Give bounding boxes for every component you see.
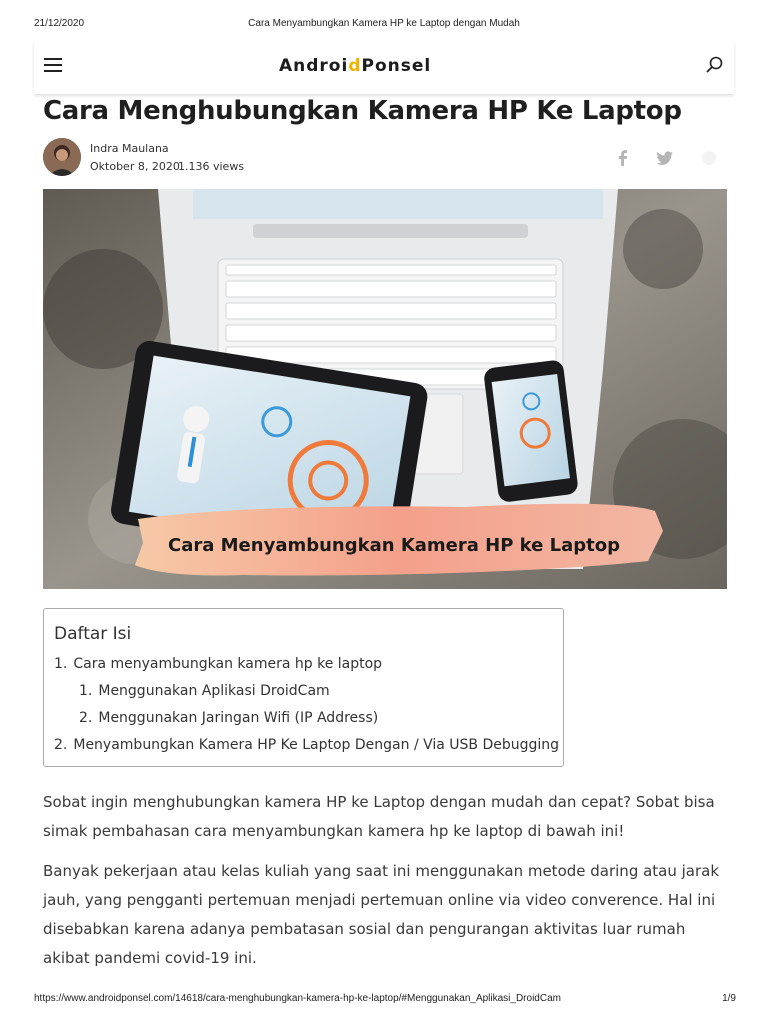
site-logo[interactable] bbox=[279, 56, 431, 76]
post-date: Oktober 8, 2020 bbox=[90, 160, 180, 173]
toc-number: 2. bbox=[79, 710, 93, 726]
toc-label: Menyambungkan Kamera HP Ke Laptop Dengan / Via USB Debugging bbox=[73, 737, 560, 753]
author-block bbox=[43, 138, 733, 180]
twitter-icon[interactable] bbox=[655, 148, 675, 168]
toc-label: Menggunakan Jaringan Wifi (IP Address) bbox=[98, 710, 379, 726]
logo-text-rest: Ponsel bbox=[361, 56, 432, 76]
hero-caption: Cara Menyambungkan Kamera HP ke Laptop bbox=[168, 535, 621, 556]
toc-item-1-2[interactable] bbox=[79, 710, 378, 726]
table-of-contents bbox=[43, 608, 564, 767]
toc-title: Daftar Isi bbox=[54, 624, 132, 644]
print-date: 21/12/2020 bbox=[34, 18, 85, 29]
author-name[interactable]: Indra Maulana bbox=[90, 142, 169, 155]
avatar[interactable] bbox=[43, 138, 81, 176]
toc-number: 1. bbox=[79, 683, 93, 699]
toc-number: 1. bbox=[54, 656, 68, 672]
print-header bbox=[0, 18, 768, 32]
toc-item-2[interactable] bbox=[54, 737, 559, 753]
facebook-icon[interactable] bbox=[613, 148, 633, 168]
search-icon[interactable] bbox=[706, 56, 724, 74]
toc-item-1[interactable] bbox=[54, 656, 382, 672]
article-paragraph-2: Banyak pekerjaan atau kelas kuliah yang saat ini menggunakan metode daring atau jarak jauh, yang pengganti pertemuan menjadi pertemuan online via video converence. Hal ini disebabkan karena adanya pembatasan sosial dan pengurangan aktivitas luar rumah akibat pandemi covid-19 ini. bbox=[43, 862, 720, 967]
article-paragraph-1: Sobat ingin menghubungkan kamera HP ke Laptop dengan mudah dan cepat? Sobat bisa simak pembahasan cara menyambungkan kamera hp ke laptop di bawah ini! bbox=[43, 793, 715, 840]
hero-illustration bbox=[43, 189, 727, 589]
page-number: 1/9 bbox=[722, 993, 736, 1004]
print-doc-title: Cara Menyambungkan Kamera HP ke Laptop dengan Mudah bbox=[248, 18, 520, 29]
share-icon[interactable] bbox=[699, 148, 719, 168]
print-footer bbox=[0, 993, 768, 1007]
toc-item-1-1[interactable] bbox=[79, 683, 330, 699]
toc-label: Menggunakan Aplikasi DroidCam bbox=[98, 683, 330, 699]
toc-label: Cara menyambungkan kamera hp ke laptop bbox=[73, 656, 383, 672]
toc-number: 2. bbox=[54, 737, 68, 753]
site-header bbox=[34, 40, 734, 94]
print-url: https://www.androidponsel.com/14618/cara-menghubungkan-kamera-hp-ke-laptop/#Menggunakan_Aplikasi_DroidCam bbox=[34, 993, 561, 1004]
menu-icon[interactable] bbox=[44, 58, 62, 72]
hero-image bbox=[43, 189, 727, 589]
logo-text-main: Androi bbox=[279, 56, 349, 76]
view-count: 1.136 views bbox=[178, 160, 245, 173]
logo-text-accent: d bbox=[348, 56, 362, 76]
article-title: Cara Menghubungkan Kamera HP Ke Laptop bbox=[43, 96, 682, 126]
